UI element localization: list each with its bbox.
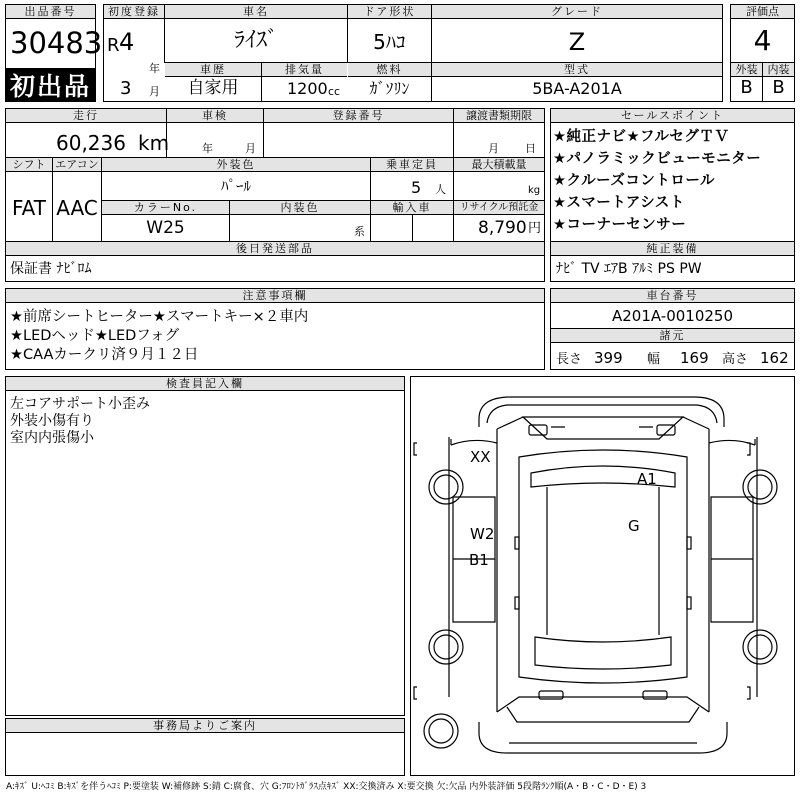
first-registration-label: 初度登録: [104, 5, 164, 19]
length: 399: [594, 349, 623, 367]
width-label: 幅: [647, 352, 661, 367]
capacity-label: 乗車定員: [371, 158, 453, 172]
displacement: 1200: [287, 79, 328, 98]
history: 自家用: [187, 78, 239, 98]
sales-points-list: [553, 126, 793, 236]
capacity: 5: [411, 178, 422, 197]
ac: AAC: [56, 196, 98, 220]
mileage-label: 走行: [6, 109, 166, 123]
import-label: 輸入車: [371, 201, 453, 215]
inspection-month-unit: 月: [245, 142, 256, 155]
sales-point: ★スマートアシスト: [553, 195, 685, 211]
ext-color-label: 外装色: [102, 158, 370, 172]
inspection-year-unit: 年: [202, 142, 213, 155]
inspector-line: 左コアサポート小歪み: [10, 396, 150, 412]
model: 5BA-A201A: [532, 79, 622, 98]
ext-color: ﾊﾟｰﾙ: [220, 177, 251, 195]
grade: Z: [568, 28, 586, 56]
grade-label: グレード: [432, 5, 722, 19]
color-no-label: カラーNo.: [102, 201, 229, 215]
width: 169: [680, 349, 709, 367]
int-color-unit: 系: [354, 225, 365, 238]
shift-label: シフト: [6, 158, 52, 172]
damage-diagram: [410, 376, 795, 776]
sales-points-label: セールスポイント: [551, 109, 794, 123]
max-load-label: 最大積載量: [454, 158, 544, 172]
first-listing-badge: 初出品: [5, 68, 96, 102]
sales-point: ★クルーズコントロール: [553, 173, 716, 189]
car-diagram-svg: [411, 377, 794, 775]
recycle-fee: 8,790: [478, 218, 527, 238]
damage-mark-xx: XX: [470, 448, 491, 466]
month-unit: 月: [149, 85, 160, 98]
inspection-label: 車検: [167, 109, 263, 123]
lot-number: 30483: [10, 26, 103, 60]
mileage-unit: km: [138, 131, 170, 155]
shift: FAT: [11, 196, 46, 220]
equipment-items: ﾅﾋﾞ TV ｴｱB ｱﾙﾐ PS PW: [556, 261, 702, 277]
caution-line: ★前席シートヒーター★スマートキー×２車内: [10, 309, 309, 325]
score: 4: [753, 24, 772, 57]
max-load-unit: kg: [528, 185, 541, 196]
reg-no-label: 登録番号: [264, 109, 453, 123]
interior-label: 内装: [763, 63, 794, 77]
inspector-line: 外装小傷有り: [10, 413, 94, 429]
int-color-label: 内装色: [230, 201, 370, 215]
displacement-unit: cc: [328, 85, 341, 98]
damage-mark-g: G: [628, 517, 640, 535]
chassis-label: 車台番号: [551, 289, 794, 303]
mileage: 60,236: [56, 131, 126, 155]
year-unit: 年: [149, 62, 160, 75]
lot-number-label: 出品番号: [6, 5, 95, 19]
fuel: ｶﾞｿﾘﾝ: [369, 79, 410, 98]
damage-mark-b1: B1: [469, 551, 489, 569]
year-value: 4: [119, 28, 135, 56]
ac-label: エアコン: [53, 158, 101, 172]
sales-point: ★純正ナビ★フルセグＴＶ: [553, 129, 730, 145]
height-label: 高さ: [722, 352, 749, 367]
color-no: W25: [146, 218, 185, 238]
displacement-label: 排気量: [262, 63, 347, 77]
capacity-unit: 人: [435, 183, 446, 196]
damage-mark-w2: W2: [470, 525, 495, 543]
inspector-notes: [10, 396, 150, 447]
fuel-label: 燃料: [348, 63, 431, 77]
length-label: 長さ: [556, 352, 583, 367]
recycle-unit: 円: [528, 221, 542, 236]
door-label: ドア形状: [348, 5, 431, 19]
car-name: ﾗｲｽﾞ: [233, 28, 278, 53]
sales-point: ★コーナーセンサー: [553, 217, 687, 233]
inspector-label: 検査員記入欄: [6, 377, 404, 391]
caution-line: ★LEDヘッド★LEDフォグ: [10, 328, 180, 344]
caution-list: [10, 308, 308, 365]
inspector-line: 室内内張傷小: [10, 430, 94, 446]
caution-label: 注意事項欄: [6, 289, 544, 303]
damage-legend: A:ｷｽﾞ U:ﾍｺﾐ B:ｷｽﾞを伴うﾍｺﾐ P:要塗装 W:補修跡 S:錆 C:腐食、穴 G:ﾌﾛﾝﾄｶﾞﾗｽ点ｷｽﾞ XX:交換済み X:要交換 欠:欠品 内外装評価 5段階ﾗﾝｸ順(A・B・C・D・E) 3: [6, 782, 647, 792]
interior-grade: B: [772, 77, 785, 98]
door: 5ﾊｺ: [373, 30, 406, 54]
exterior-label: 外装: [731, 63, 762, 77]
later-parts: 保証書 ﾅﾋﾞﾛﾑ: [10, 261, 92, 277]
dimensions-label: 諸元: [551, 329, 794, 343]
damage-mark-a1: A1: [637, 470, 657, 488]
sales-point: ★パノラミックビューモニター: [553, 151, 762, 167]
height: 162: [760, 349, 789, 367]
transfer-deadline-label: 譲渡書類期限: [454, 109, 544, 123]
chassis-number: A201A-0010250: [611, 307, 734, 325]
era: R: [107, 35, 120, 56]
model-label: 型式: [432, 63, 722, 77]
office-label: 事務局よりご案内: [6, 719, 404, 733]
month-value: 3: [120, 78, 132, 99]
exterior-grade: B: [740, 77, 753, 98]
score-label: 評価点: [731, 5, 794, 19]
caution-line: ★CAAカークリ済９月１２日: [10, 347, 199, 363]
transfer-month-unit: 月: [488, 142, 499, 155]
recycle-label: リサイクル預託金: [454, 201, 544, 215]
equipment-label: 純正装備: [551, 242, 794, 256]
lot-number-box: [5, 4, 103, 69]
later-parts-label: 後日発送部品: [6, 242, 544, 256]
car-name-label: 車名: [165, 5, 347, 19]
history-label: 車歴: [165, 63, 261, 77]
transfer-day-unit: 日: [525, 142, 536, 155]
